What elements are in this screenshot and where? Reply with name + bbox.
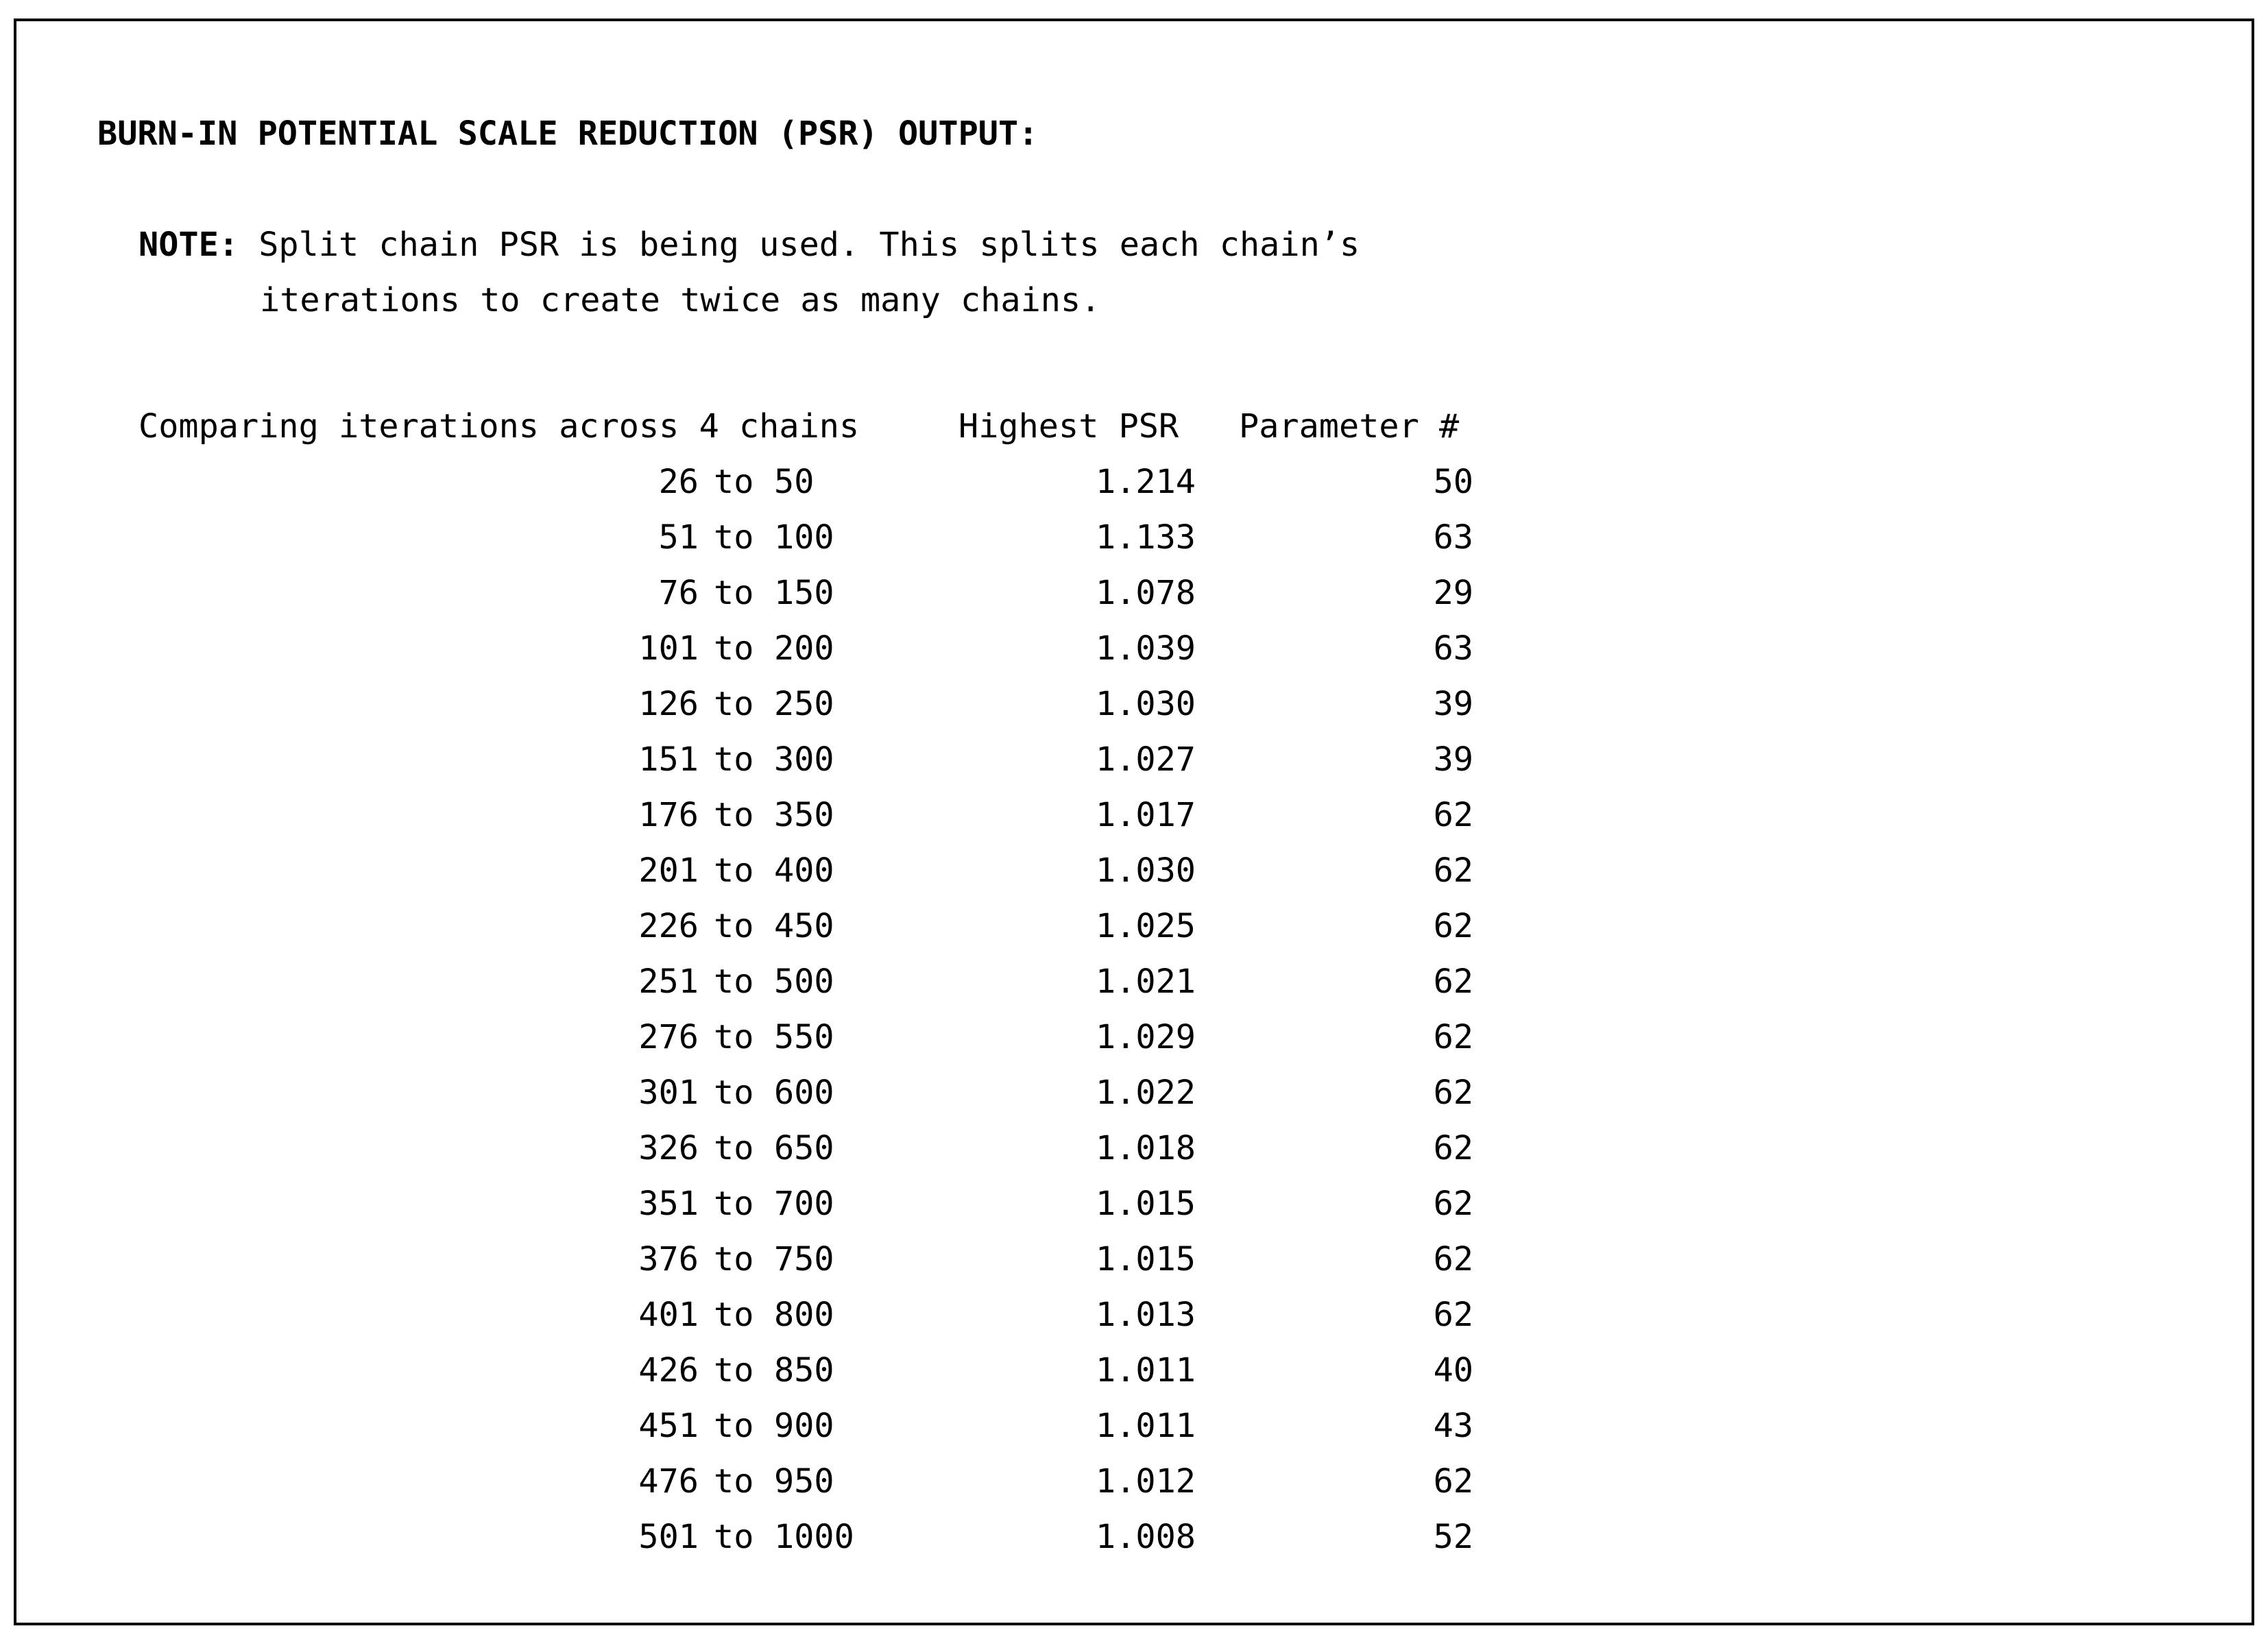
- header-highest-psr: Highest PSR: [958, 407, 1179, 446]
- iteration-to-word: to: [714, 1407, 754, 1445]
- note-text-line-1: Split chain PSR is being used. This splits each chain’s: [258, 226, 1360, 264]
- iteration-to-word: to: [714, 1018, 754, 1056]
- table-row: [16, 1398, 2252, 1454]
- highest-psr-value: 1.029: [1096, 1018, 1196, 1056]
- note-label: NOTE:: [138, 226, 239, 264]
- table-row: [16, 455, 2252, 510]
- highest-psr-value: 1.013: [1096, 1296, 1196, 1334]
- iteration-to-word: to: [714, 907, 754, 945]
- table-row: [16, 732, 2252, 788]
- note-line-1: [138, 217, 1360, 273]
- iteration-to-word: to: [714, 1240, 754, 1279]
- table-row: [16, 899, 2252, 954]
- table-row: [16, 843, 2252, 899]
- table-row: [16, 1176, 2252, 1232]
- psr-table-body: [16, 455, 2252, 1565]
- iteration-from: 51: [658, 518, 699, 557]
- iteration-to: 200: [774, 629, 834, 668]
- highest-psr-value: 1.025: [1096, 907, 1196, 945]
- iteration-to: 300: [774, 740, 834, 779]
- iteration-to: 700: [774, 1185, 834, 1223]
- iteration-from: 176: [638, 796, 699, 834]
- iteration-from: 151: [638, 740, 699, 779]
- iteration-to: 150: [774, 574, 834, 612]
- iteration-from: 451: [638, 1407, 699, 1445]
- iteration-to: 750: [774, 1240, 834, 1279]
- highest-psr-value: 1.018: [1096, 1129, 1196, 1167]
- table-row: [16, 788, 2252, 843]
- iteration-from: 376: [638, 1240, 699, 1279]
- parameter-number: 63: [1433, 518, 1473, 557]
- table-row: [16, 954, 2252, 1010]
- iteration-to: 550: [774, 1018, 834, 1056]
- highest-psr-value: 1.214: [1096, 463, 1196, 501]
- iteration-to: 600: [774, 1074, 834, 1112]
- iteration-from: 426: [638, 1351, 699, 1390]
- output-content: [16, 21, 2252, 1623]
- parameter-number: 50: [1433, 463, 1473, 501]
- iteration-to: 350: [774, 796, 834, 834]
- iteration-to-word: to: [714, 740, 754, 779]
- table-row: [16, 1287, 2252, 1343]
- table-row: [16, 510, 2252, 566]
- iteration-from: 301: [638, 1074, 699, 1112]
- highest-psr-value: 1.133: [1096, 518, 1196, 557]
- parameter-number: 62: [1433, 796, 1473, 834]
- iteration-to-word: to: [714, 574, 754, 612]
- highest-psr-value: 1.015: [1096, 1240, 1196, 1279]
- iteration-to-word: to: [714, 1296, 754, 1334]
- iteration-to: 100: [774, 518, 834, 557]
- iteration-to-word: to: [714, 518, 754, 557]
- header-iterations: Comparing iterations across 4 chains: [138, 407, 860, 446]
- highest-psr-value: 1.078: [1096, 574, 1196, 612]
- iteration-from: 351: [638, 1185, 699, 1223]
- parameter-number: 62: [1433, 1018, 1473, 1056]
- parameter-number: 62: [1433, 962, 1473, 1001]
- table-row: [16, 1010, 2252, 1065]
- iteration-to: 900: [774, 1407, 834, 1445]
- iteration-to-word: to: [714, 1185, 754, 1223]
- iteration-from: 76: [658, 574, 699, 612]
- highest-psr-value: 1.021: [1096, 962, 1196, 1001]
- output-frame: [14, 19, 2254, 1625]
- parameter-number: 63: [1433, 629, 1473, 668]
- iteration-to-word: to: [714, 1129, 754, 1167]
- iteration-to: 850: [774, 1351, 834, 1390]
- header-parameter: Parameter #: [1239, 407, 1460, 446]
- highest-psr-value: 1.039: [1096, 629, 1196, 668]
- parameter-number: 39: [1433, 685, 1473, 723]
- iteration-to: 950: [774, 1462, 834, 1501]
- table-row: [16, 1454, 2252, 1510]
- table-row: [16, 1343, 2252, 1398]
- iteration-from: 226: [638, 907, 699, 945]
- parameter-number: 62: [1433, 1240, 1473, 1279]
- highest-psr-value: 1.008: [1096, 1518, 1196, 1556]
- iteration-to-word: to: [714, 629, 754, 668]
- iteration-to-word: to: [714, 851, 754, 890]
- parameter-number: 62: [1433, 851, 1473, 890]
- iteration-to-word: to: [714, 1518, 754, 1556]
- table-row: [16, 1121, 2252, 1176]
- page-title: BURN-IN POTENTIAL SCALE REDUCTION (PSR) OUTPUT:: [97, 114, 1039, 153]
- iteration-to-word: to: [714, 685, 754, 723]
- table-row: [16, 566, 2252, 621]
- iteration-from: 326: [638, 1129, 699, 1167]
- iteration-from: 26: [658, 463, 699, 501]
- parameter-number: 39: [1433, 740, 1473, 779]
- table-row: [16, 1232, 2252, 1287]
- parameter-number: 43: [1433, 1407, 1473, 1445]
- highest-psr-value: 1.030: [1096, 685, 1196, 723]
- parameter-number: 40: [1433, 1351, 1473, 1390]
- iteration-to-word: to: [714, 796, 754, 834]
- table-row: [16, 1510, 2252, 1565]
- iteration-from: 201: [638, 851, 699, 890]
- parameter-number: 62: [1433, 1129, 1473, 1167]
- highest-psr-value: 1.017: [1096, 796, 1196, 834]
- iteration-to: 500: [774, 962, 834, 1001]
- highest-psr-value: 1.030: [1096, 851, 1196, 890]
- parameter-number: 62: [1433, 1074, 1473, 1112]
- iteration-to: 450: [774, 907, 834, 945]
- iteration-to-word: to: [714, 1351, 754, 1390]
- table-row: [16, 621, 2252, 677]
- iteration-to: 650: [774, 1129, 834, 1167]
- iteration-to-word: to: [714, 1074, 754, 1112]
- parameter-number: 52: [1433, 1518, 1473, 1556]
- iteration-to-word: to: [714, 1462, 754, 1501]
- iteration-to-word: to: [714, 463, 754, 501]
- parameter-number: 29: [1433, 574, 1473, 612]
- note-text-line-2: iterations to create twice as many chains.: [260, 281, 1101, 319]
- iteration-to-word: to: [714, 962, 754, 1001]
- iteration-to: 250: [774, 685, 834, 723]
- iteration-from: 401: [638, 1296, 699, 1334]
- parameter-number: 62: [1433, 907, 1473, 945]
- iteration-from: 101: [638, 629, 699, 668]
- iteration-from: 476: [638, 1462, 699, 1501]
- highest-psr-value: 1.011: [1096, 1351, 1196, 1390]
- highest-psr-value: 1.022: [1096, 1074, 1196, 1112]
- iteration-from: 251: [638, 962, 699, 1001]
- iteration-to: 400: [774, 851, 834, 890]
- iteration-to: 1000: [774, 1518, 854, 1556]
- highest-psr-value: 1.027: [1096, 740, 1196, 779]
- iteration-to: 50: [774, 463, 815, 501]
- iteration-from: 276: [638, 1018, 699, 1056]
- parameter-number: 62: [1433, 1296, 1473, 1334]
- parameter-number: 62: [1433, 1185, 1473, 1223]
- iteration-from: 501: [638, 1518, 699, 1556]
- table-row: [16, 1065, 2252, 1121]
- table-row: [16, 677, 2252, 732]
- highest-psr-value: 1.011: [1096, 1407, 1196, 1445]
- parameter-number: 62: [1433, 1462, 1473, 1501]
- highest-psr-value: 1.015: [1096, 1185, 1196, 1223]
- highest-psr-value: 1.012: [1096, 1462, 1196, 1501]
- iteration-to: 800: [774, 1296, 834, 1334]
- iteration-from: 126: [638, 685, 699, 723]
